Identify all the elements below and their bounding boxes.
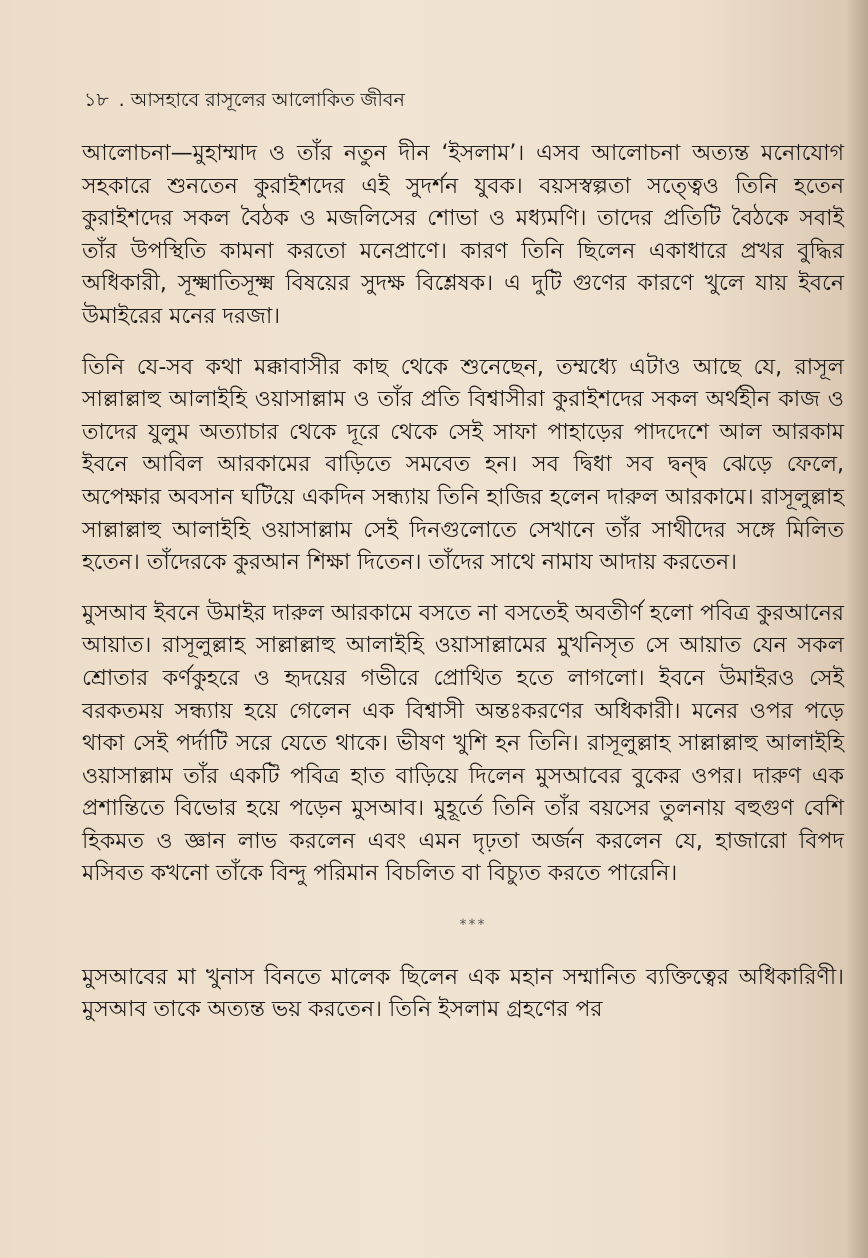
paragraph: মুসআব ইবনে উমাইর দারুল আরকামে বসতে না বসতেই অবতীর্ণ হলো পবিত্র কুরআনের আয়াত। রাসূলুল্লাহ সাল্লাল্লাহু আলাইহি ওয়াসাল্লামের মুখনিসৃত সে আয়াত যেন সকল শ্রোতার কর্ণকুহরে ও হৃদয়ের গভীরে প্রোথিত হতে লাগলো। ইবনে উমাইরও সেই বরকতময় সন্ধ্যায় হয়ে গেলেন এক বিশ্বাসী অন্তঃকরণের অধিকারী। মনের ওপর পড়ে থাকা সেই পর্দাটি সরে যেতে থাকে। ভীষণ খুশি হন তিনি। রাসূলুল্লাহ সাল্লাল্লাহু আলাইহি ওয়াসাল্লাম তাঁর একটি পবিত্র হাত বাড়িয়ে দিলেন মুসআবের বুকের ওপর। দারুণ এক প্রশান্তিতে বিভোর হয়ে পড়েন মুসআব। মুহূর্তে তিনি তাঁর বয়সের তুলনায় বহুগুণ বেশি হিকমত ও জ্ঞান লাভ করলেন এবং এমন দৃঢ়তা অর্জন করলেন যে, হাজারো বিপদ মসিবত কখনো তাঁকে বিন্দু পরিমান বিচলিত বা বিচ্যুত করতে পারেনি। xyxy=(82,600,844,887)
paragraph: আলোচনা—মুহাম্মাদ ও তাঁর নতুন দীন ‘ইসলাম’। এসব আলোচনা অত্যন্ত মনোযোগ সহকারে শুনতেন কুরাইশদের এই সুদর্শন যুবক। বয়সস্বল্পতা সত্ত্বেও তিনি হতেন কুরাইশদের সকল বৈঠক ও মজলিসের শোভা ও মধ্যমণি। তাদের প্রতিটি বৈঠকে সবাই তাঁর উপস্থিতি কামনা করতো মনেপ্রাণে। কারণ তিনি ছিলেন একাধারে প্রখর বুদ্ধির অধিকারী, সূক্ষ্মাতিসূক্ষ্ম বিষয়ের সুদক্ষ বিশ্লেষক। এ দুটি গুণের কারণে খুলে যায় ইবনে উমাইরের মনের দরজা। xyxy=(82,141,844,329)
section-separator: *** xyxy=(459,917,487,934)
running-header xyxy=(84,86,405,118)
page-number: ১৮ xyxy=(84,89,109,111)
page-edge-shadow xyxy=(846,0,868,1258)
paragraph: মুসআবের মা খুনাস বিনতে মালেক ছিলেন এক মহান সম্মানিত ব্যক্তিত্বের অধিকারিণী। মুসআব তাকে অত্যন্ত ভয় করতেন। তিনি ইসলাম গ্রহণের পর xyxy=(82,964,844,1023)
book-title: . আসহাবে রাসূলের আলোকিত জীবন xyxy=(118,89,405,111)
paragraph: তিনি যে-সব কথা মক্কাবাসীর কাছ থেকে শুনেছেন, তম্মধ্যে এটাও আছে যে, রাসূল সাল্লাল্লাহু আলাইহি ওয়াসাল্লাম ও তাঁর প্রতি বিশ্বাসীরা কুরাইশদের সকল অর্থহীন কাজ ও তাদের যুলুম অত্যাচার থেকে দূরে থেকে সেই সাফা পাহাড়ের পাদদেশে আল আরকাম ইবনে আবিল আরকামের বাড়িতে সমবেত হন। সব দ্বিধা সব দ্বন্দ্ব ঝেড়ে ফেলে, অপেক্ষার অবসান ঘটিয়ে একদিন সন্ধ্যায় তিনি হাজির হলেন দারুল আরকামে। রাসূলুল্লাহ সাল্লাল্লাহু আলাইহি ওয়াসাল্লাম সেই দিনগুলোতে সেখানে তাঁর সাথীদের সঙ্গে মিলিত হতেন। তাঁদেরকে কুরআন শিক্ষা দিতেন। তাঁদের সাথে নামায আদায় করতেন। xyxy=(82,354,844,576)
body-text xyxy=(82,138,844,1045)
